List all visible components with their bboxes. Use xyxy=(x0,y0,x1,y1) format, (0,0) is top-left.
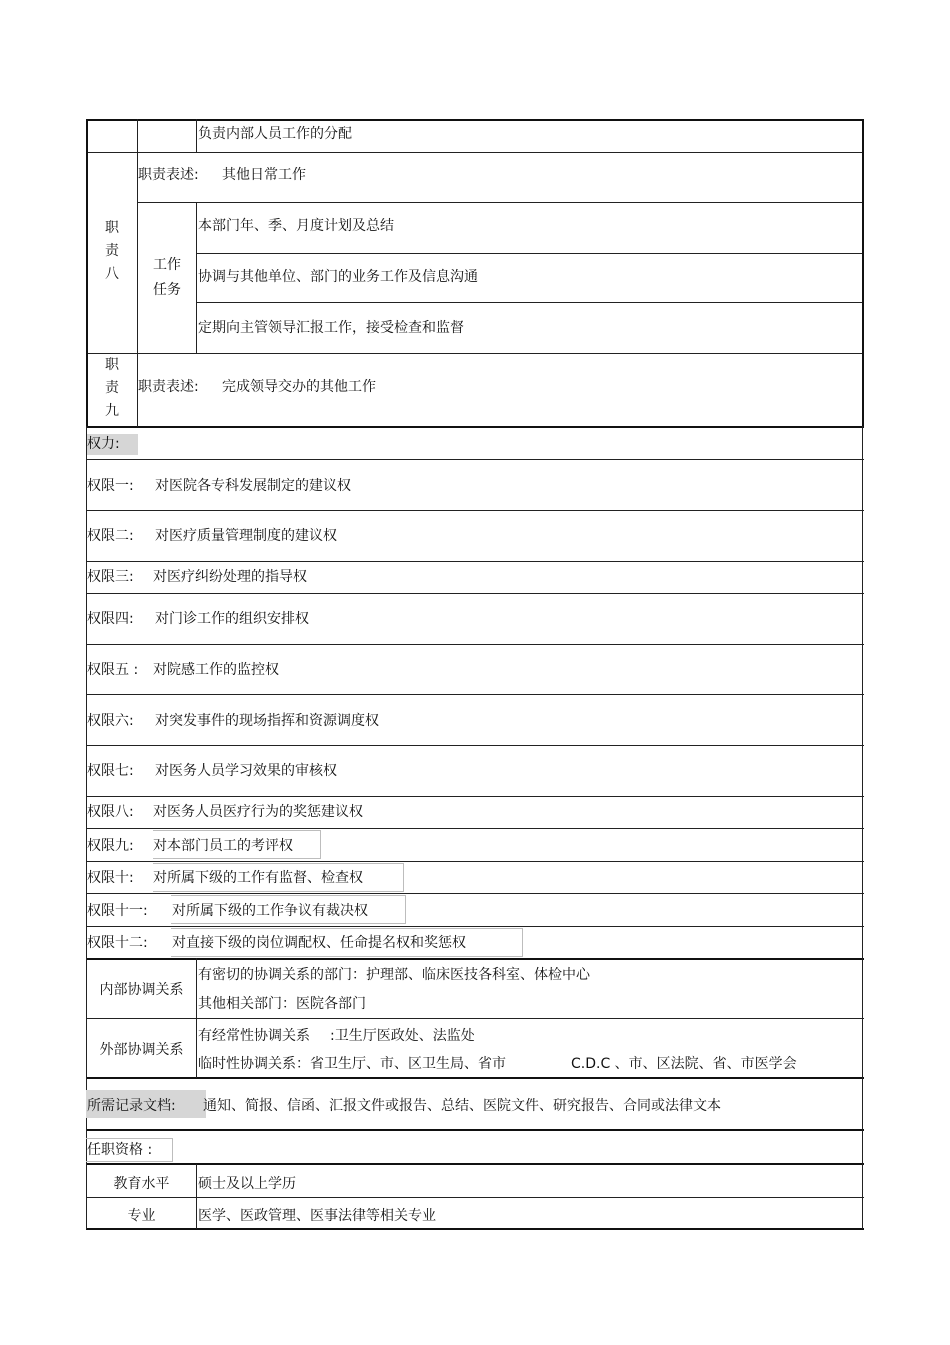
authority-text: 对医疗纠纷处理的指导权 xyxy=(153,569,307,585)
authority-text: 对本部门员工的考评权 xyxy=(153,838,293,854)
work-task-item: 协调与其他单位、部门的业务工作及信息沟通 xyxy=(198,269,478,285)
qualification-label: 专业 xyxy=(127,1208,156,1224)
internal-relations-label: 内部协调关系 xyxy=(99,982,184,998)
duty8-statement-label: 职责表述: xyxy=(138,167,199,183)
work-task-label-line: 工作 xyxy=(153,257,181,273)
authority-label: 权限三: xyxy=(87,569,134,585)
external-relations-line: C.D.C 、市、区法院、省、市医学会 xyxy=(571,1056,797,1072)
work-task-item: 定期向主管领导汇报工作，接受检查和监督 xyxy=(198,320,464,336)
authority-label: 权限七: xyxy=(87,763,134,779)
duty9-label-char: 责 xyxy=(105,380,119,396)
external-relations-line: 临时性协调关系：省卫生厅、市、区卫生局、省市 xyxy=(198,1056,506,1072)
authority-header: 权力: xyxy=(87,436,120,452)
authority-text: 对所属下级的工作争议有裁决权 xyxy=(172,903,368,919)
duty9-label-char: 职 xyxy=(105,357,119,373)
authority-label: 权限十: xyxy=(87,870,134,886)
authority-text: 对医疗质量管理制度的建议权 xyxy=(155,528,337,544)
duty8-label xyxy=(88,217,136,286)
duty9-label xyxy=(88,354,136,423)
internal-relations-line: 有密切的协调关系的部门：护理部、临床医技各科室、体检中心 xyxy=(198,967,590,983)
external-relations-line: :卫生厅医政处、法监处 xyxy=(330,1028,475,1044)
authority-text: 对突发事件的现场指挥和资源调度权 xyxy=(155,713,379,729)
authority-text: 对直接下级的岗位调配权、任命提名权和奖惩权 xyxy=(172,935,466,951)
authority-text: 对医院各专科发展制定的建议权 xyxy=(155,478,351,494)
authority-label: 权限二: xyxy=(87,528,134,544)
authority-label: 权限八: xyxy=(87,804,134,820)
duty9-label-char: 九 xyxy=(105,403,119,419)
authority-label: 权限十二: xyxy=(87,935,148,951)
work-task-item: 本部门年、季、月度计划及总结 xyxy=(198,218,394,234)
authority-text: 对院感工作的监控权 xyxy=(153,662,279,678)
external-relations-label: 外部协调关系 xyxy=(99,1042,184,1058)
duty-continued-task: 负责内部人员工作的分配 xyxy=(198,126,352,142)
records-label: 所需记录文档: xyxy=(87,1098,176,1114)
authority-label: 权限六: xyxy=(87,713,134,729)
work-task-label xyxy=(138,253,196,303)
authority-label: 权限四: xyxy=(87,611,134,627)
authority-text: 对医务人员学习效果的审核权 xyxy=(155,763,337,779)
authority-text: 对医务人员医疗行为的奖惩建议权 xyxy=(153,804,363,820)
qualification-label: 教育水平 xyxy=(113,1176,170,1192)
records-text: 通知、简报、信函、汇报文件或报告、总结、医院文件、研究报告、合同或法律文本 xyxy=(203,1098,721,1114)
work-task-label-line: 任务 xyxy=(153,282,181,298)
duty9-statement-label: 职责表述: xyxy=(138,379,199,395)
authority-label: 权限一: xyxy=(87,478,134,494)
authority-text: 对所属下级的工作有监督、检查权 xyxy=(153,870,363,886)
duty8-label-char: 责 xyxy=(105,243,119,259)
qualification-value: 医学、医政管理、医事法律等相关专业 xyxy=(198,1208,436,1224)
authority-label: 权限十一: xyxy=(87,903,148,919)
external-relations-line: 有经常性协调关系 xyxy=(198,1028,310,1044)
internal-relations-line: 其他相关部门：医院各部门 xyxy=(198,996,366,1012)
duty8-label-char: 职 xyxy=(105,220,119,236)
authority-label: 权限五 : xyxy=(87,662,139,678)
duty8-label-char: 八 xyxy=(105,266,119,282)
authority-text: 对门诊工作的组织安排权 xyxy=(155,611,309,627)
qualification-value: 硕士及以上学历 xyxy=(198,1176,296,1192)
authority-label: 权限九: xyxy=(87,838,134,854)
duty9-statement-text: 完成领导交办的其他工作 xyxy=(222,379,376,395)
duty8-statement-text: 其他日常工作 xyxy=(222,167,306,183)
qualification-header: 任职资格 : xyxy=(87,1142,153,1158)
